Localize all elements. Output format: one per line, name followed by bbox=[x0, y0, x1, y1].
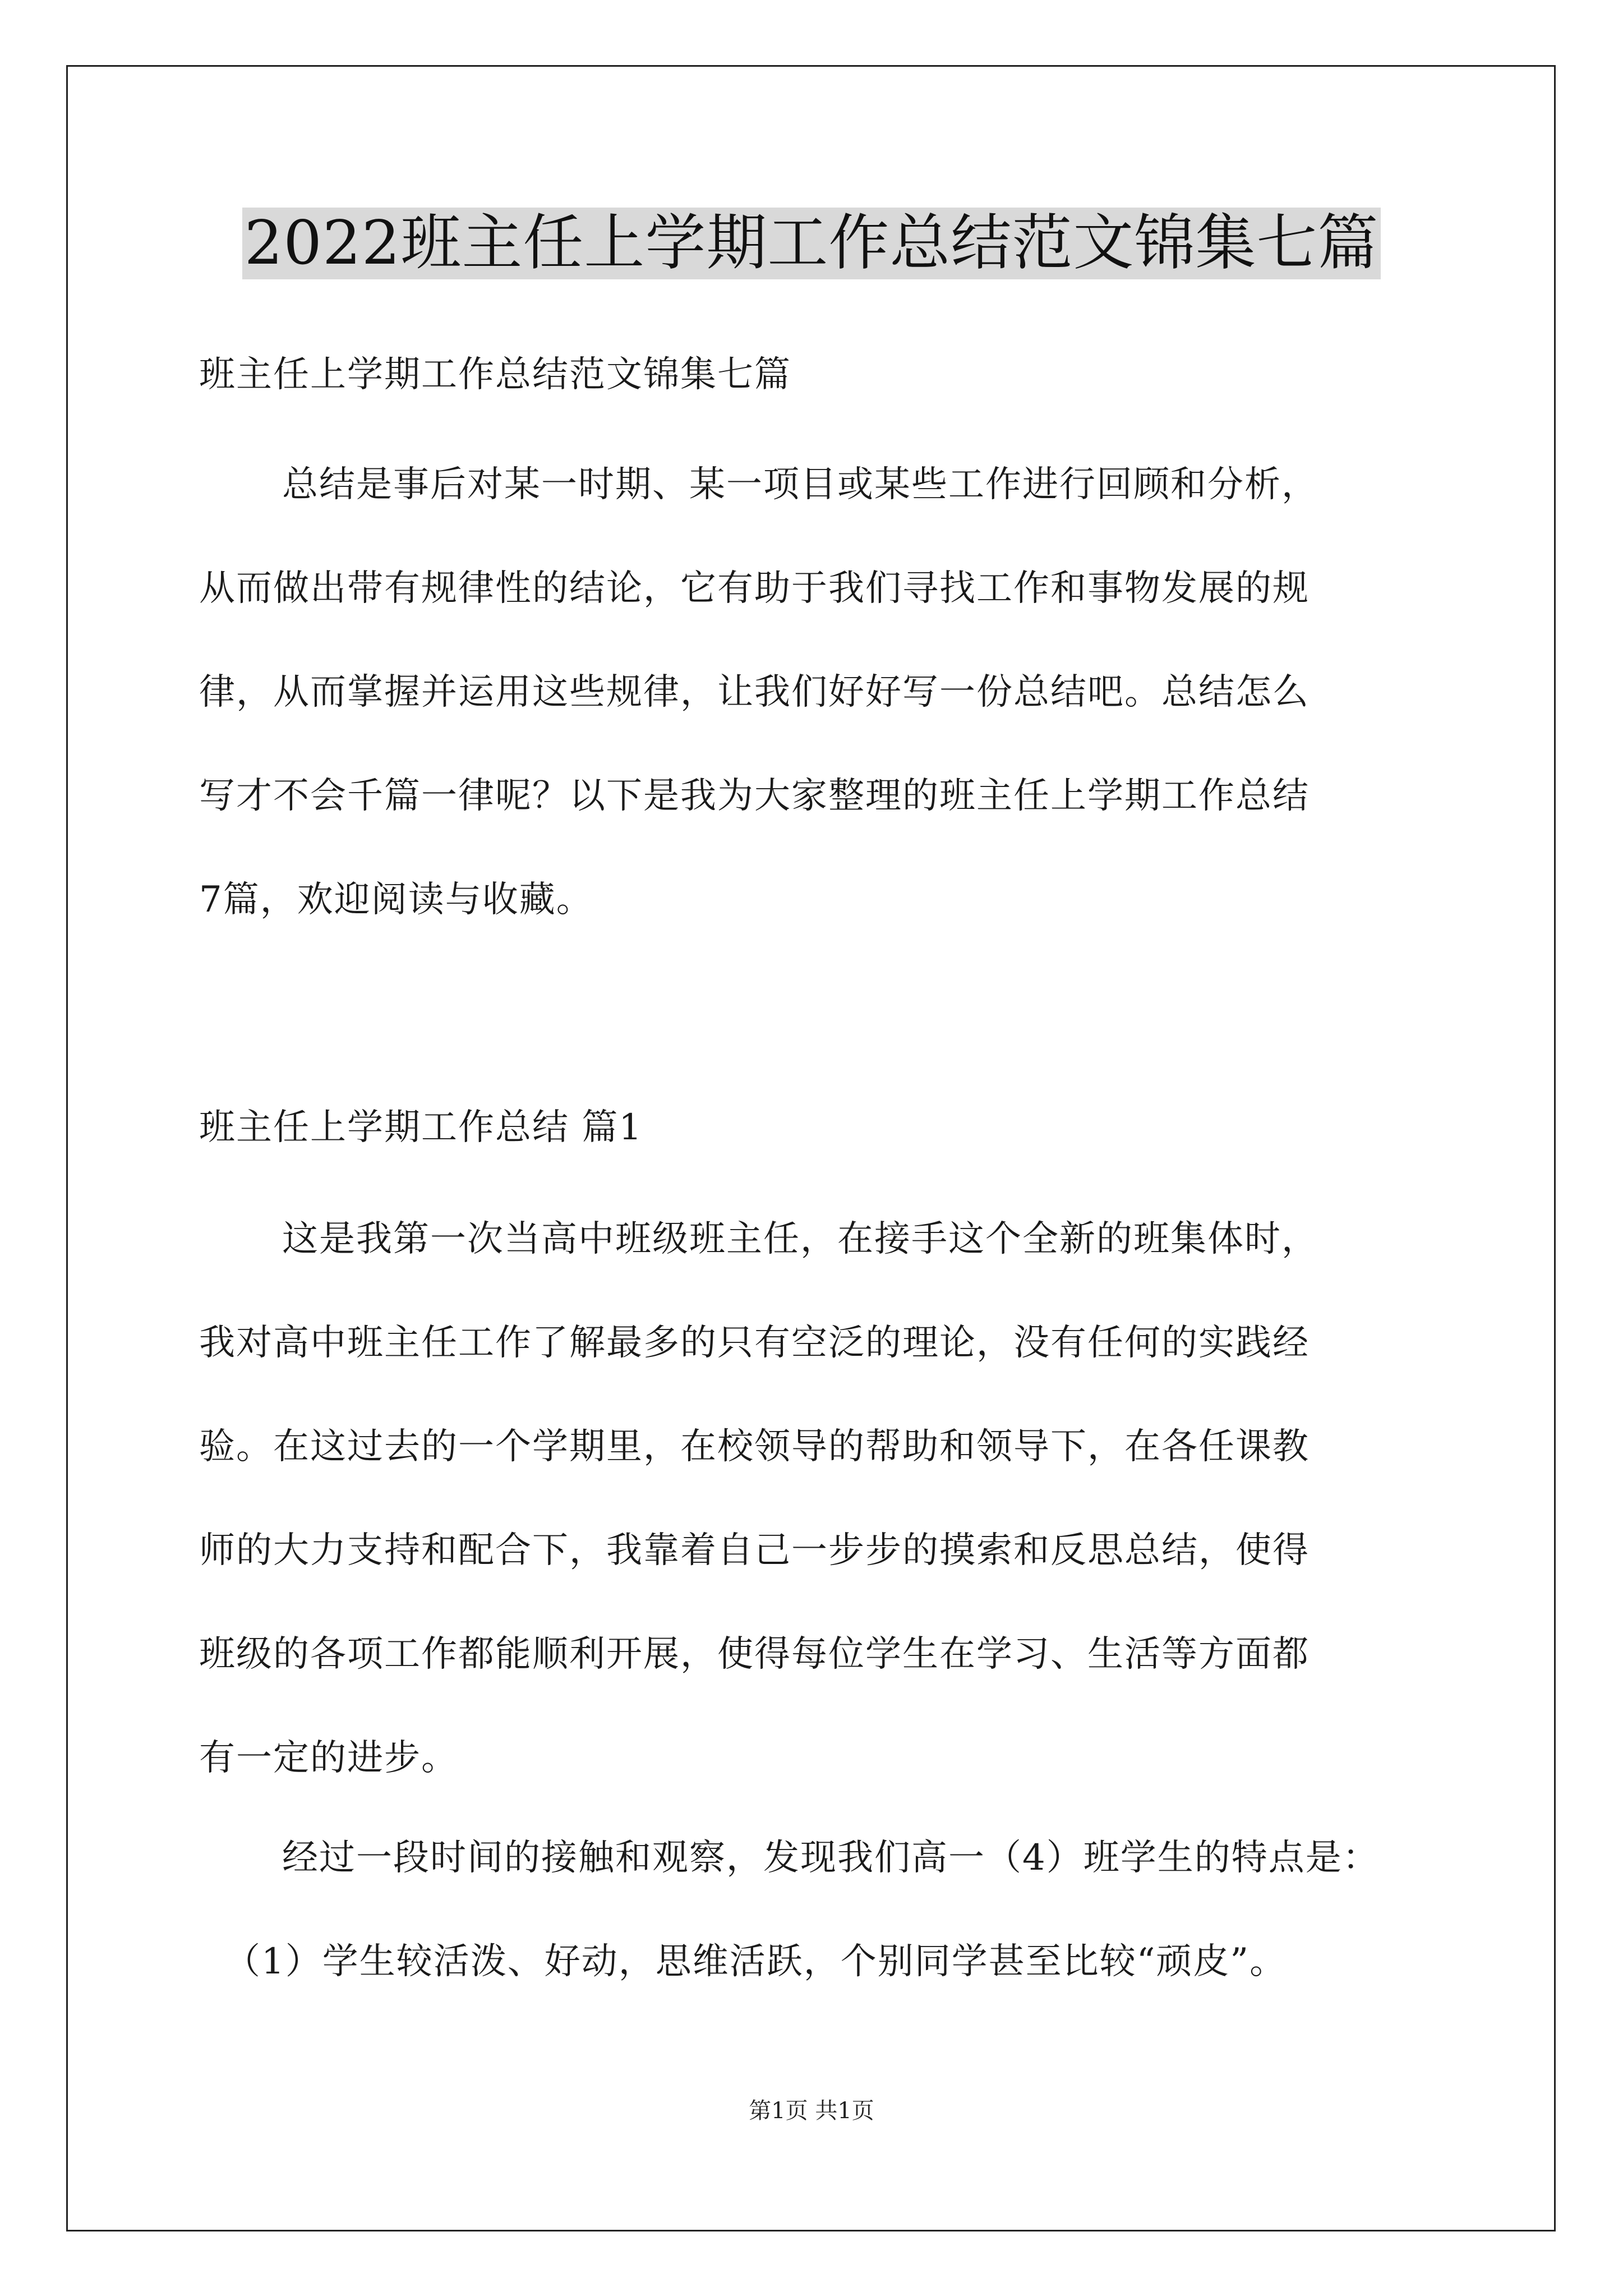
document-title: 2022班主任上学期工作总结范文锦集七篇 bbox=[242, 208, 1381, 279]
paragraph-line: 师的大力支持和配合下，我靠着自己一步步的摸索和反思总结，使得 bbox=[199, 1530, 1310, 1571]
section-paragraph-3: （1）学生较活泼、好动，思维活跃，个别同学甚至比较“顽皮”。 bbox=[224, 1941, 1287, 1982]
intro-line: 7篇，欢迎阅读与收藏。 bbox=[199, 879, 593, 921]
intro-line: 总结是事后对某一时期、某一项目或某些工作进行回顾和分析， bbox=[282, 464, 1318, 505]
paragraph-line: 验。在这过去的一个学期里，在校领导的帮助和领导下，在各任课教 bbox=[199, 1426, 1310, 1467]
title-container bbox=[0, 208, 1623, 279]
paragraph-line: 班级的各项工作都能顺利开展，使得每位学生在学习、生活等方面都 bbox=[199, 1634, 1310, 1675]
paragraph-line: 这是我第一次当高中班级班主任，在接手这个全新的班集体时， bbox=[282, 1218, 1318, 1260]
paragraph-line: 有一定的进步。 bbox=[199, 1737, 458, 1779]
paragraph-line: 经过一段时间的接触和观察，发现我们高一（4）班学生的特点是： bbox=[282, 1837, 1380, 1879]
section-paragraph-2 bbox=[199, 1806, 1433, 1910]
intro-line: 写才不会千篇一律呢？以下是我为大家整理的班主任上学期工作总结 bbox=[199, 775, 1310, 817]
document-subtitle: 班主任上学期工作总结范文锦集七篇 bbox=[199, 354, 791, 395]
paragraph-line: 我对高中班主任工作了解最多的只有空泛的理论，没有任何的实践经 bbox=[199, 1322, 1310, 1364]
section-heading: 班主任上学期工作总结 篇1 bbox=[199, 1107, 643, 1148]
intro-paragraph bbox=[199, 433, 1433, 952]
section-paragraph-1 bbox=[199, 1188, 1433, 1810]
intro-line: 律，从而掌握并运用这些规律，让我们好好写一份总结吧。总结怎么 bbox=[199, 671, 1310, 713]
intro-line: 从而做出带有规律性的结论，它有助于我们寻找工作和事物发展的规 bbox=[199, 568, 1310, 609]
page-footer: 第1页 共1页 bbox=[749, 2098, 874, 2124]
